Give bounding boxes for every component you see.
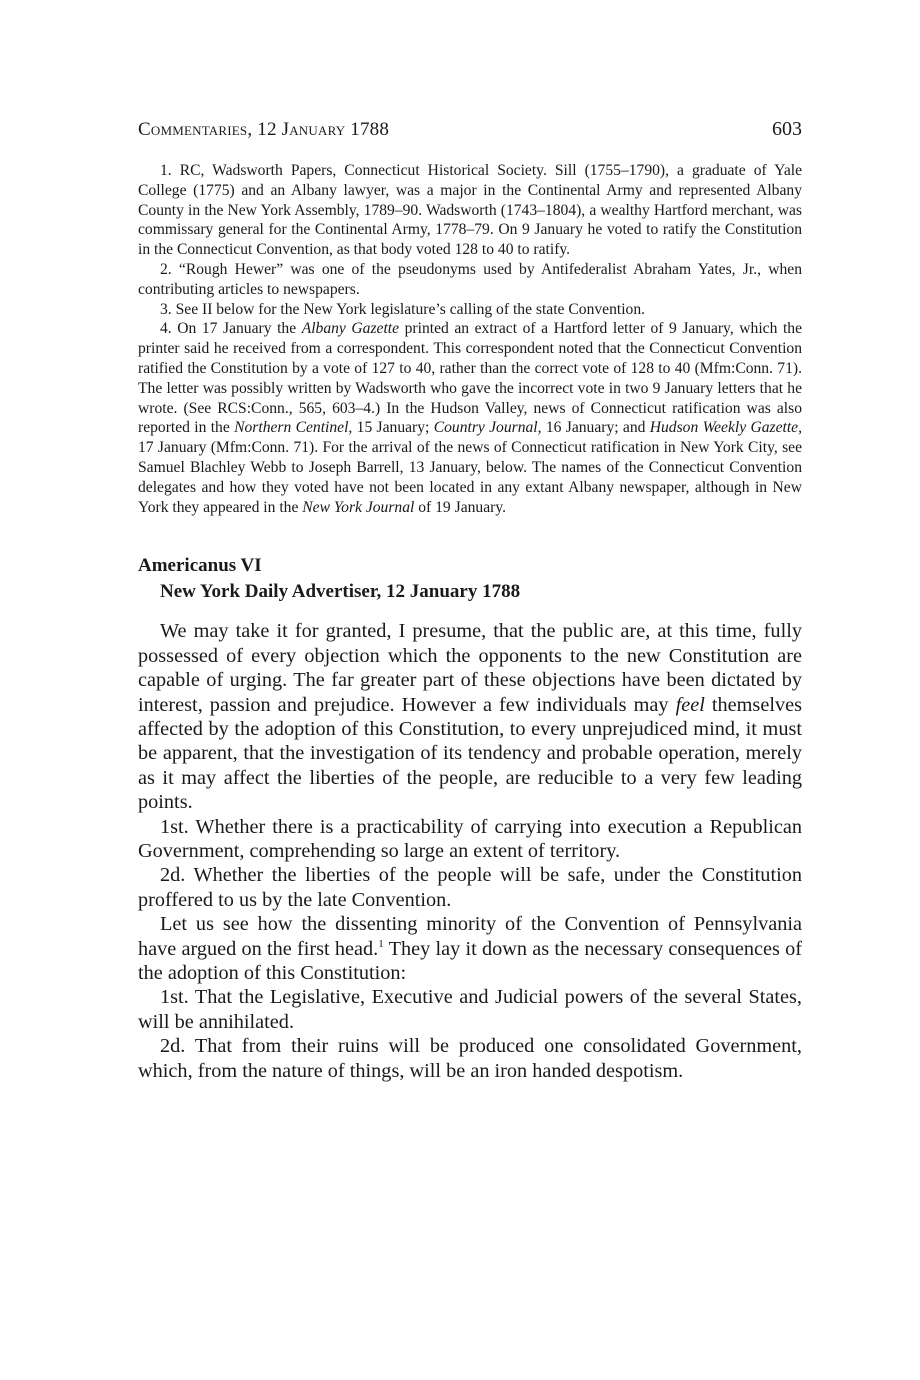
body-paragraph-5: 1st. That the Legislative, Executive and Judicial powers of the several States, will be annihilated. <box>138 986 802 1033</box>
paragraph-text: They lay it down as the necessary consequences of the adoption of this Constitution: <box>138 937 802 985</box>
footnote-marker: 1 <box>378 937 384 950</box>
note-4-albany-gazette: Albany Gazette <box>301 320 400 338</box>
note-1: 1. RC, Wadsworth Papers, Connecticut Historical Society. Sill (1755–1790), a graduate of Yale College (1775) and an Albany lawyer, was a major in the Continental Army and represented Albany County in the New York Assembly, 1789–90. Wadsworth (1743–1804), a wealthy Hartford merchant, was commissary general for the Continental Army, 1778–79. On 9 January he voted to ratify the Constitution in the Connecticut Convention, as that body voted 128 to 40 to ratify. <box>138 162 802 259</box>
note-3: 3. See II below for the New York legislature’s calling of the state Convention. <box>160 300 646 318</box>
body-paragraph-4 <box>138 912 802 985</box>
document-source: New York Daily Advertiser, 12 January 1788 <box>160 581 521 603</box>
note-4-text: of 19 January. <box>414 498 507 516</box>
document-body <box>138 619 802 1083</box>
paragraph-text: We may take it for granted, I presume, that the public are, at this time, fully possessed of every objection which the opponents to the new Constitution are capable of urging. The far greater part of these objections have been dictated by interest, passion and prejudice. However a few individuals may <box>138 620 802 716</box>
body-paragraph-2: 1st. Whether there is a practicability of carrying into execution a Republican Government, comprehending so large an extent of territory. <box>138 815 802 862</box>
note-2: 2. “Rough Hewer” was one of the pseudonyms used by Antifederalist Abraham Yates, Jr., when contributing articles to newspapers. <box>138 260 802 298</box>
note-4-text: 4. On 17 January the <box>160 320 302 338</box>
note-4-text: 17 January (Mfm:Conn. 71). For the arrival of the news of Connecticut ratification in New York City, see Samuel Blachley Webb to Joseph Barrell, 13 January, below. The names of the Connecticut Convention delegates and how they voted have not been located in any extant Albany newspaper, although in New York they appeared in the <box>138 439 802 516</box>
paragraph-text: themselves affected by the adoption of this Constitution, to every unprejudiced mind, it must be apparent, that the investigation of its tendency and probable operation, merely as it may affect the liberties of the people, are reducible to a very few leading points. <box>138 693 802 814</box>
emphasis-feel: feel <box>675 693 705 716</box>
page-header <box>138 118 802 141</box>
note-4-northern-centinel: Northern Centinel, <box>234 419 353 437</box>
note-4-hudson-gazette: Hudson Weekly Gazette, <box>649 419 803 437</box>
note-4-ny-journal: New York Journal <box>302 498 415 516</box>
running-head: Commentaries, 12 January 1788 <box>138 119 390 140</box>
note-4-text: 15 January; <box>352 419 434 437</box>
note-4 <box>138 319 802 517</box>
paragraph-text: Let us see how the dissenting minority of the Convention of Pennsylvania have argued on the first head. <box>138 913 802 960</box>
body-paragraph-6: 2d. That from their ruins will be produced one consolidated Government, which, from the nature of things, will be an iron handed despotism. <box>138 1035 802 1082</box>
note-4-text: printed an extract of a Hartford letter of 9 January, which the printer said he received from a correspondent. This correspondent noted that the Connecticut Convention ratified the Constitution by a vote of 127 to 40, rather than the correct vote of 128 to 40 (Mfm:Conn. 71). The letter was possibly written by Wadsworth who gave the incorrect vote in two 9 January letters that he wrote. (See RCS:Conn., 565, 603–4.) In the Hudson Valley, news of Connecticut ratification was also reported in the <box>138 320 803 437</box>
page-number: 603 <box>772 118 802 140</box>
note-4-text: 16 January; and <box>541 419 650 437</box>
footnotes-section <box>138 161 802 517</box>
body-paragraph-1 <box>138 619 802 814</box>
body-paragraph-3: 2d. Whether the liberties of the people will be safe, under the Constitution proffered to us by the late Convention. <box>138 864 802 911</box>
document-heading <box>138 553 802 605</box>
note-4-country-journal: Country Journal, <box>433 419 542 437</box>
document-title: Americanus VI <box>138 555 262 577</box>
